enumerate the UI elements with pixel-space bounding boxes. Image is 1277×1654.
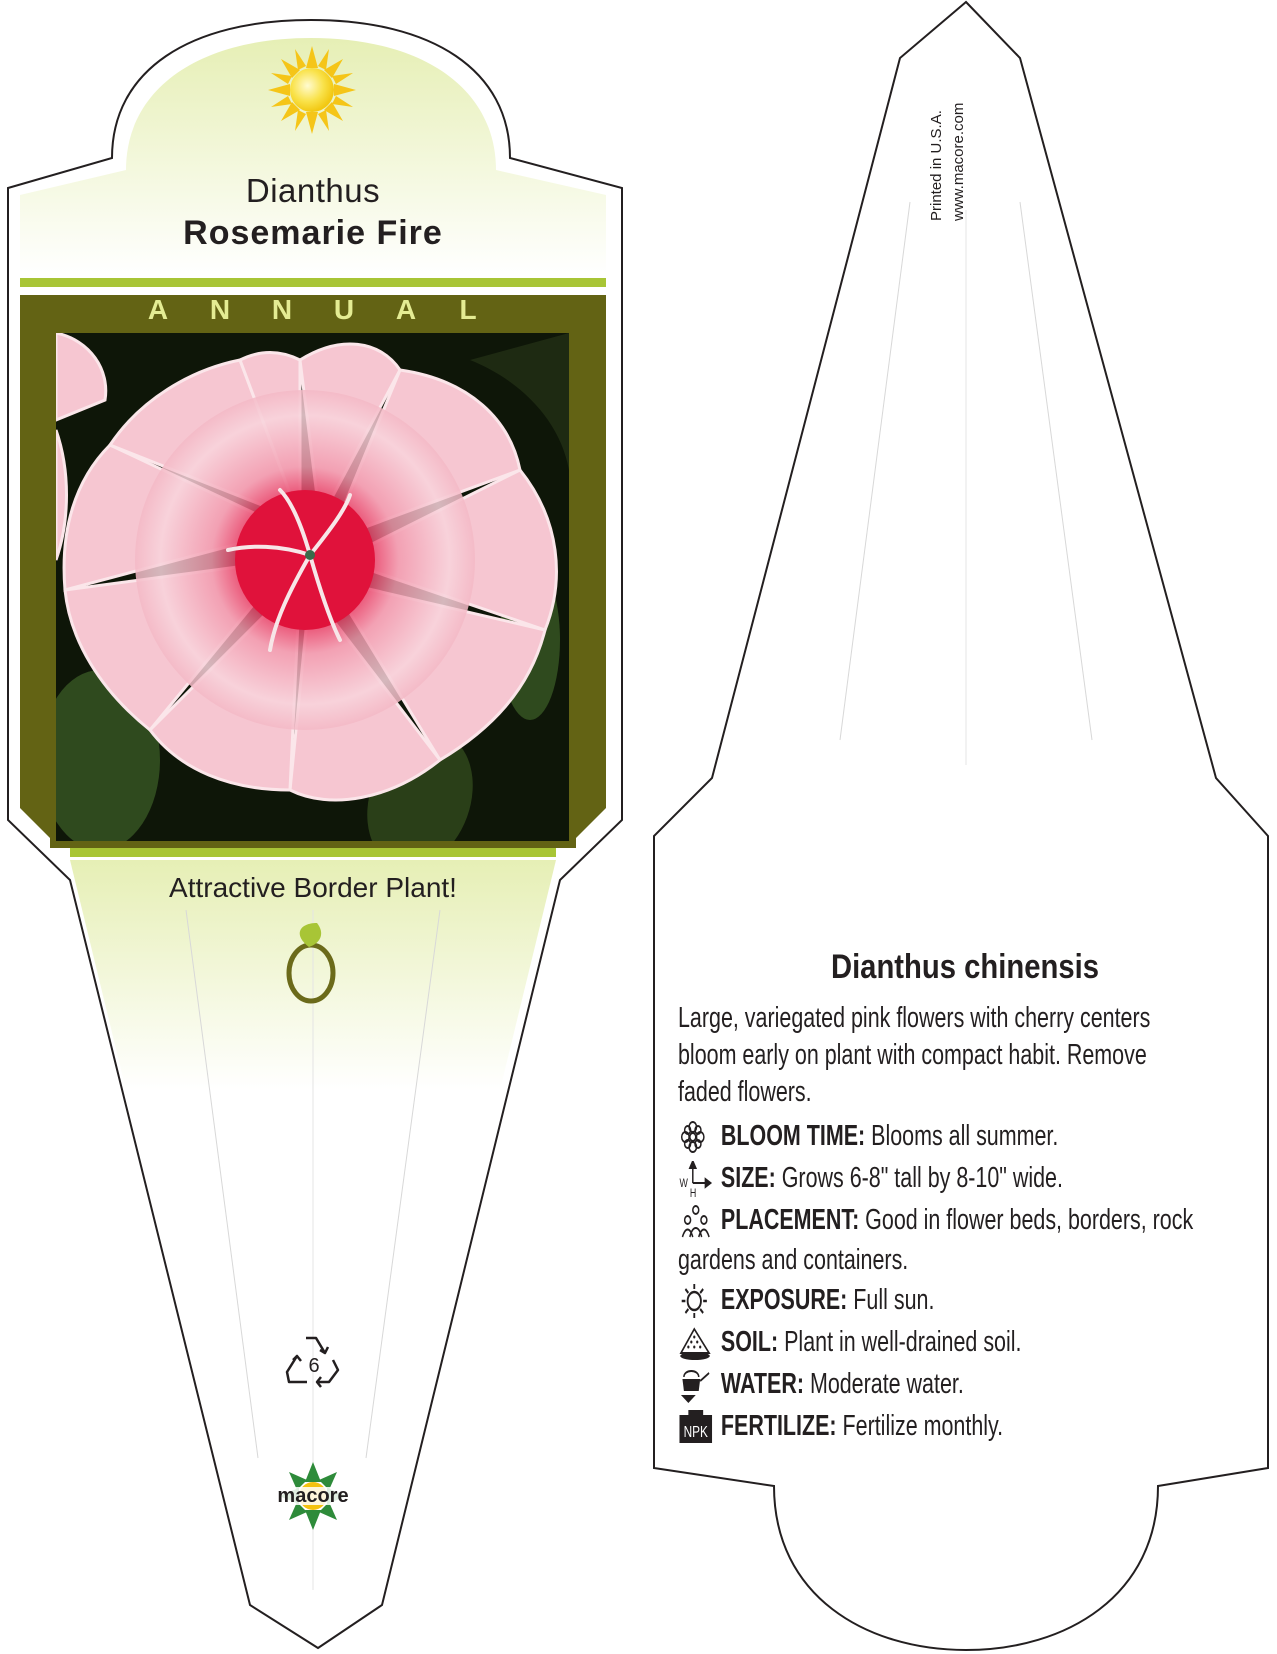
description-line: faded flowers. [678, 1076, 812, 1108]
size-icon-w: W [679, 1177, 688, 1191]
sun-icon [268, 46, 356, 134]
size-text: Grows 6-8" tall by 8-10" wide. [781, 1162, 1063, 1194]
category-letter: A [395, 294, 417, 325]
placement-icon [678, 1203, 714, 1239]
soil-icon [678, 1325, 714, 1361]
plant-category [20, 294, 606, 326]
care-placement [678, 1202, 1255, 1239]
flower-photo [40, 333, 569, 883]
description-line: bloom early on plant with compact habit. Remove [678, 1039, 1147, 1071]
description-line: Large, variegated pink flowers with cherry centers [678, 1002, 1151, 1034]
size-label: SIZE: [720, 1162, 776, 1194]
tagline: Attractive Border Plant! [169, 872, 457, 903]
plant-cultivar: Rosemarie Fire [183, 214, 443, 252]
sun-icon [678, 1283, 714, 1319]
category-letter: N [209, 294, 231, 325]
size-icon [678, 1161, 714, 1197]
brand-name: macore [277, 1485, 349, 1507]
soil-text: Plant in well-drained soil. [784, 1326, 1022, 1358]
fertilize-text: Fertilize monthly. [842, 1410, 1004, 1442]
exposure-text: Full sun. [853, 1284, 935, 1316]
placement-label: PLACEMENT: [720, 1204, 860, 1236]
website: www.macore.com [950, 102, 967, 221]
water-label: WATER: [720, 1368, 804, 1400]
care-exposure [678, 1282, 1255, 1319]
bloom-label: BLOOM TIME: [720, 1120, 866, 1152]
bloom-text: Blooms all summer. [871, 1120, 1059, 1152]
printed-in: Printed in U.S.A. [928, 110, 945, 221]
water-text: Moderate water. [809, 1368, 964, 1400]
placement-text: Good in flower beds, borders, rock [865, 1204, 1194, 1236]
care-water [678, 1366, 1255, 1403]
npk-icon [678, 1409, 714, 1445]
fertilize-label: FERTILIZE: [720, 1410, 837, 1442]
soil-label: SOIL: [720, 1326, 779, 1358]
watering-can-icon [678, 1367, 714, 1403]
npk-text: NPK [683, 1422, 708, 1441]
exposure-label: EXPOSURE: [720, 1284, 848, 1316]
care-size [678, 1160, 1255, 1197]
care-bloom [678, 1118, 1255, 1155]
printer-credit [928, 46, 967, 221]
category-letter: A [147, 294, 169, 325]
flower-icon [678, 1119, 714, 1155]
plant-genus: Dianthus [245, 172, 381, 209]
category-letter: U [333, 294, 355, 325]
description [678, 1000, 1240, 1111]
placement-text-continued: gardens and containers. [678, 1244, 909, 1276]
size-icon-h: H [689, 1187, 697, 1198]
care-soil [678, 1324, 1255, 1361]
category-letter: N [271, 294, 293, 325]
recycle-code: 6 [308, 1355, 320, 1377]
botanical-name: Dianthus chinensis [830, 948, 1100, 986]
category-letter: L [459, 294, 477, 325]
care-fertilize [678, 1408, 1255, 1445]
